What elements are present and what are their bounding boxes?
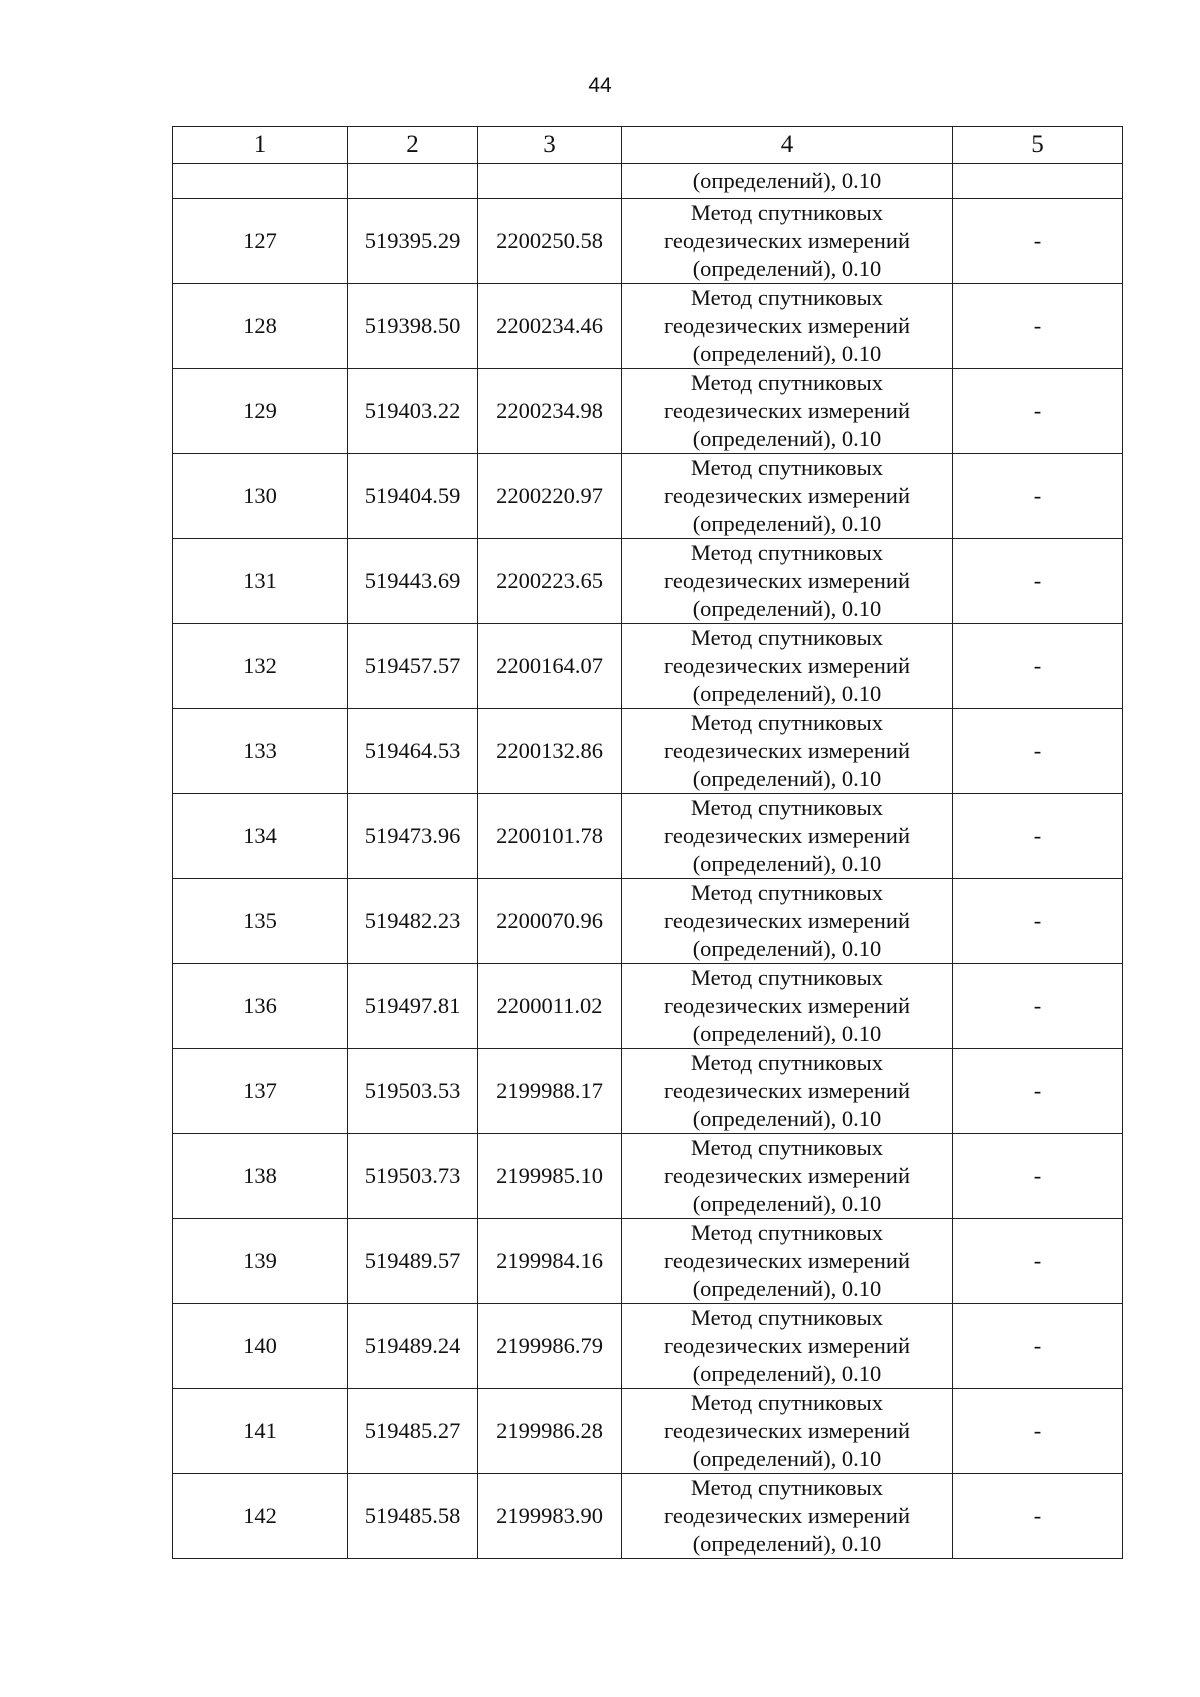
method-cell xyxy=(622,369,953,454)
method-line: (определений), 0.10 xyxy=(692,936,882,961)
point-number-cell: 131 xyxy=(173,539,348,624)
method-line: (определений), 0.10 xyxy=(692,1106,882,1131)
method-line: (определений), 0.10 xyxy=(692,341,882,366)
method-line: геодезических измерений xyxy=(663,653,911,678)
method-line: Метод спутниковых xyxy=(690,965,884,990)
method-line: геодезических измерений xyxy=(663,738,911,763)
table-row xyxy=(173,709,1123,794)
point-number-cell: 130 xyxy=(173,454,348,539)
table-row xyxy=(173,1049,1123,1134)
table-cell xyxy=(348,164,478,199)
point-number-cell: 137 xyxy=(173,1049,348,1134)
point-number-cell: 140 xyxy=(173,1304,348,1389)
x-coordinate-cell: 519503.53 xyxy=(348,1049,478,1134)
method-line: Метод спутниковых xyxy=(690,710,884,735)
table-row xyxy=(173,879,1123,964)
point-number-cell: 136 xyxy=(173,964,348,1049)
table-row xyxy=(173,1304,1123,1389)
point-number-cell: 142 xyxy=(173,1474,348,1559)
table-row xyxy=(173,454,1123,539)
y-coordinate-cell: 2200250.58 xyxy=(478,199,622,284)
point-number-cell: 138 xyxy=(173,1134,348,1219)
table-row xyxy=(173,199,1123,284)
table-cell xyxy=(953,164,1123,199)
method-cell xyxy=(622,794,953,879)
y-coordinate-cell: 2200164.07 xyxy=(478,624,622,709)
y-coordinate-cell: 2200234.98 xyxy=(478,369,622,454)
method-line: (определений), 0.10 xyxy=(692,426,882,451)
method-line: (определений), 0.10 xyxy=(692,851,882,876)
method-line: геодезических измерений xyxy=(663,313,911,338)
y-coordinate-cell: 2199983.90 xyxy=(478,1474,622,1559)
method-line: (определений), 0.10 xyxy=(692,681,882,706)
method-line: (определений), 0.10 xyxy=(692,766,882,791)
point-number-cell: 132 xyxy=(173,624,348,709)
method-line: геодезических измерений xyxy=(663,823,911,848)
x-coordinate-cell: 519485.58 xyxy=(348,1474,478,1559)
method-line: геодезических измерений xyxy=(663,1503,911,1528)
method-cell xyxy=(622,1389,953,1474)
method-line: Метод спутниковых xyxy=(690,795,884,820)
table-row xyxy=(173,539,1123,624)
point-number-cell: 135 xyxy=(173,879,348,964)
method-line: геодезических измерений xyxy=(663,908,911,933)
table-cell xyxy=(173,164,348,199)
column-header: 1 xyxy=(173,127,348,164)
column-header: 4 xyxy=(622,127,953,164)
note-cell: - xyxy=(953,1304,1123,1389)
method-line: Метод спутниковых xyxy=(690,1390,884,1415)
method-line: Метод спутниковых xyxy=(690,1135,884,1160)
y-coordinate-cell: 2199986.28 xyxy=(478,1389,622,1474)
method-cell xyxy=(622,1474,953,1559)
x-coordinate-cell: 519485.27 xyxy=(348,1389,478,1474)
column-header: 2 xyxy=(348,127,478,164)
note-cell: - xyxy=(953,624,1123,709)
method-line: (определений), 0.10 xyxy=(692,511,882,536)
method-cell xyxy=(622,624,953,709)
method-line: геодезических измерений xyxy=(663,993,911,1018)
table-header-row xyxy=(173,127,1123,164)
method-cell xyxy=(622,1134,953,1219)
point-number-cell: 141 xyxy=(173,1389,348,1474)
table-row xyxy=(173,1389,1123,1474)
y-coordinate-cell: 2199986.79 xyxy=(478,1304,622,1389)
method-cell xyxy=(622,539,953,624)
method-line: Метод спутниковых xyxy=(690,540,884,565)
method-line: Метод спутниковых xyxy=(690,1050,884,1075)
note-cell: - xyxy=(953,284,1123,369)
note-cell: - xyxy=(953,539,1123,624)
method-cell xyxy=(622,709,953,794)
x-coordinate-cell: 519473.96 xyxy=(348,794,478,879)
method-line: Метод спутниковых xyxy=(690,370,884,395)
x-coordinate-cell: 519443.69 xyxy=(348,539,478,624)
x-coordinate-cell: 519489.24 xyxy=(348,1304,478,1389)
method-line: Метод спутниковых xyxy=(690,285,884,310)
table-row xyxy=(173,1474,1123,1559)
method-cell xyxy=(622,1304,953,1389)
column-header: 5 xyxy=(953,127,1123,164)
method-line: Метод спутниковых xyxy=(690,1305,884,1330)
method-line: Метод спутниковых xyxy=(690,1220,884,1245)
method-line: геодезических измерений xyxy=(663,1078,911,1103)
x-coordinate-cell: 519464.53 xyxy=(348,709,478,794)
note-cell: - xyxy=(953,794,1123,879)
x-coordinate-cell: 519489.57 xyxy=(348,1219,478,1304)
y-coordinate-cell: 2200220.97 xyxy=(478,454,622,539)
method-line: (определений), 0.10 xyxy=(692,1191,882,1216)
method-line: (определений), 0.10 xyxy=(692,1361,882,1386)
x-coordinate-cell: 519503.73 xyxy=(348,1134,478,1219)
table-cell: (определений), 0.10 xyxy=(622,164,953,199)
note-cell: - xyxy=(953,199,1123,284)
method-line: геодезических измерений xyxy=(663,1418,911,1443)
method-line: геодезических измерений xyxy=(663,568,911,593)
x-coordinate-cell: 519497.81 xyxy=(348,964,478,1049)
table-row xyxy=(173,1219,1123,1304)
method-line: (определений), 0.10 xyxy=(692,596,882,621)
x-coordinate-cell: 519398.50 xyxy=(348,284,478,369)
table-row xyxy=(173,1134,1123,1219)
method-line: геодезических измерений xyxy=(663,1333,911,1358)
table-cell xyxy=(478,164,622,199)
y-coordinate-cell: 2199984.16 xyxy=(478,1219,622,1304)
y-coordinate-cell: 2200011.02 xyxy=(478,964,622,1049)
note-cell: - xyxy=(953,1219,1123,1304)
page-number: 44 xyxy=(588,74,612,97)
point-number-cell: 127 xyxy=(173,199,348,284)
point-number-cell: 129 xyxy=(173,369,348,454)
note-cell: - xyxy=(953,709,1123,794)
method-line: (определений), 0.10 xyxy=(692,1276,882,1301)
coordinates-table xyxy=(172,126,1123,1559)
table-row xyxy=(173,794,1123,879)
method-cell xyxy=(622,1219,953,1304)
continuation-row xyxy=(173,164,1123,199)
note-cell: - xyxy=(953,879,1123,964)
method-line: геодезических измерений xyxy=(663,228,911,253)
y-coordinate-cell: 2199988.17 xyxy=(478,1049,622,1134)
point-number-cell: 134 xyxy=(173,794,348,879)
note-cell: - xyxy=(953,1474,1123,1559)
method-line: Метод спутниковых xyxy=(690,625,884,650)
y-coordinate-cell: 2200234.46 xyxy=(478,284,622,369)
method-line: Метод спутниковых xyxy=(690,1475,884,1500)
method-line: (определений), 0.10 xyxy=(692,1531,882,1556)
point-number-cell: 128 xyxy=(173,284,348,369)
x-coordinate-cell: 519395.29 xyxy=(348,199,478,284)
method-cell xyxy=(622,454,953,539)
y-coordinate-cell: 2200223.65 xyxy=(478,539,622,624)
note-cell: - xyxy=(953,1389,1123,1474)
method-line: (определений), 0.10 xyxy=(692,1021,882,1046)
note-cell: - xyxy=(953,1049,1123,1134)
note-cell: - xyxy=(953,454,1123,539)
method-line: (определений), 0.10 xyxy=(692,1446,882,1471)
method-line: Метод спутниковых xyxy=(690,880,884,905)
method-line: геодезических измерений xyxy=(663,483,911,508)
y-coordinate-cell: 2200132.86 xyxy=(478,709,622,794)
method-cell xyxy=(622,199,953,284)
y-coordinate-cell: 2200070.96 xyxy=(478,879,622,964)
x-coordinate-cell: 519482.23 xyxy=(348,879,478,964)
method-line: Метод спутниковых xyxy=(690,455,884,480)
method-cell xyxy=(622,1049,953,1134)
table-row xyxy=(173,369,1123,454)
note-cell: - xyxy=(953,1134,1123,1219)
point-number-cell: 139 xyxy=(173,1219,348,1304)
x-coordinate-cell: 519404.59 xyxy=(348,454,478,539)
method-cell xyxy=(622,284,953,369)
method-line: Метод спутниковых xyxy=(690,200,884,225)
method-line: геодезических измерений xyxy=(663,1248,911,1273)
y-coordinate-cell: 2200101.78 xyxy=(478,794,622,879)
table-row xyxy=(173,964,1123,1049)
method-cell xyxy=(622,964,953,1049)
x-coordinate-cell: 519457.57 xyxy=(348,624,478,709)
y-coordinate-cell: 2199985.10 xyxy=(478,1134,622,1219)
method-line: (определений), 0.10 xyxy=(692,256,882,281)
table-row xyxy=(173,624,1123,709)
point-number-cell: 133 xyxy=(173,709,348,794)
table-row xyxy=(173,284,1123,369)
method-line: геодезических измерений xyxy=(663,1163,911,1188)
x-coordinate-cell: 519403.22 xyxy=(348,369,478,454)
column-header: 3 xyxy=(478,127,622,164)
note-cell: - xyxy=(953,369,1123,454)
note-cell: - xyxy=(953,964,1123,1049)
method-line: геодезических измерений xyxy=(663,398,911,423)
method-cell xyxy=(622,879,953,964)
